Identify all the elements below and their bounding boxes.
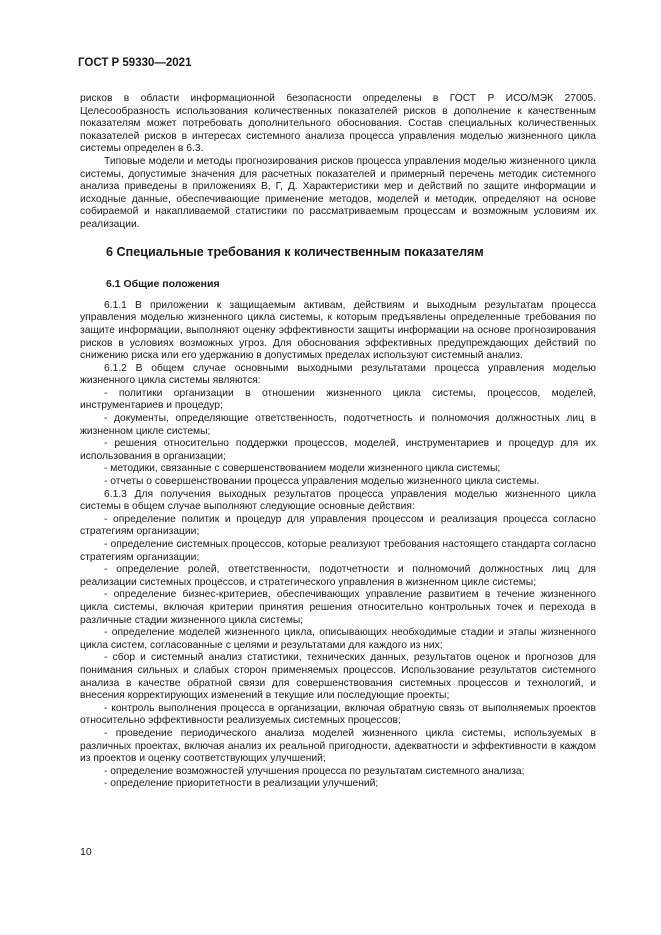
list-item: - определение моделей жизненного цикла, описывающих необходимые стадии и этапы жизненного цикла систем, согласованные с целями и результатами для каждого из них; <box>80 627 596 651</box>
list-item: - определение бизнес-критериев, обеспечивающих управление развитием в течение жизненного цикла системы, включая критерии принятия решения относительно контрольных точек и перехода в различные стадии жизненного цикла системы; <box>80 589 596 626</box>
intro-paragraph-1: рисков в области информационной безопасности определены в ГОСТ Р ИСО/МЭК 27005. Целесообразность использования количественных показателей рисков в дополнение к качественным показателям может потребовать дополнительного обоснования. Состав специальных количественных показателей рисков в интересах системного анализа процесса управления моделью жизненного цикла системы определен в 6.3. <box>80 93 596 155</box>
list-item: - сбор и системный анализ статистики, технических данных, результатов оценок и прогнозов для понимания сильных и слабых сторон применяемых процессов. Использование результатов системного анализа в качестве обратной связи для совершенствования системных процессов и технологий, и внесения корректирующих изменений в текущие или последующие проекты; <box>80 652 596 702</box>
list-item: - определение политик и процедур для управления процессом и реализация процесса согласно стратегиям организации; <box>80 513 596 538</box>
list-item: - определение системных процессов, которые реализуют требования настоящего стандарта согласно стратегиям организации; <box>80 539 596 563</box>
body-paragraph: 6.1.2 В общем случае основными выходными результатами процесса управления моделью жизненного цикла системы являются: <box>80 362 596 387</box>
list-item: - определение ролей, ответственности, подотчетности и полномочий должностных лиц для реализации системных процессов, и стратегического управления в жизненном цикле системы; <box>80 564 596 588</box>
body-paragraph: 6.1.1 В приложении к защищаемым активам, действиям и выходным результатам процесса управления моделью жизненного цикла системы, к которым предъявлены определенные требования по защите информации, выполняют оценку эффективности защиты информации на основе прогнозирования рисков в условиях возможных угроз. Для обоснования эффективных предупреждающих действий по снижению риска или его удержанию в допустимых пределах используют системный анализ. <box>80 299 596 362</box>
list-item: - отчеты о совершенствовании процесса управления моделью жизненного цикла системы. <box>104 476 540 488</box>
document-header: ГОСТ Р 59330—2021 <box>78 57 192 69</box>
section-title: 6 Специальные требования к количественным показателям <box>106 244 484 259</box>
list-item: - определение возможностей улучшения процесса по результатам системного анализа; <box>104 765 525 777</box>
list-item: - документы, определяющие ответственность, подотчетность и полномочия должностных лиц в жизненном цикле системы; <box>80 413 596 437</box>
intro-paragraph-2: Типовые модели и методы прогнозирования рисков процесса управления моделью жизненного цикла системы, допустимые значения для расчетных показателей и примерный перечень методик системного анализа приведены в приложениях В, Г, Д. Характеристики мер и действий по защите информации и исходные данные, обеспечивающие применение методов, моделей и методик, определяют на основе собираемой и накапливаемой статистики по рассматриваемым процессам и возможным условиям их реализации. <box>80 155 596 230</box>
list-item: - проведение периодического анализа моделей жизненного цикла системы, используемых в различных проектах, включая анализ их реальной пригодности, адекватности и эффективности в каждом из проектов и оценку соответствующих улучшений; <box>80 727 596 765</box>
list-item: - решения относительно поддержки процессов, моделей, инструментариев и процедур для их использования в организации; <box>80 438 596 462</box>
list-item: - политики организации в отношении жизненного цикла системы, процессов, моделей, инструментариев и процедур; <box>80 387 596 412</box>
list-item: - определение приоритетности в реализации улучшений; <box>104 778 379 790</box>
document-body <box>80 93 596 791</box>
body-paragraph: 6.1.3 Для получения выходных результатов процесса управления моделью жизненного цикла системы в общем случае выполняют следующие основные действия: <box>80 488 596 513</box>
subsection-title: 6.1 Общие положения <box>106 278 220 291</box>
list-item: - контроль выполнения процесса в организации, включая обратную связь от выполняемых проектов относительно эффективности реализуемых системных процессов; <box>80 702 596 727</box>
page-number: 10 <box>80 846 92 858</box>
list-item: - методики, связанные с совершенствованием модели жизненного цикла системы; <box>104 463 501 475</box>
